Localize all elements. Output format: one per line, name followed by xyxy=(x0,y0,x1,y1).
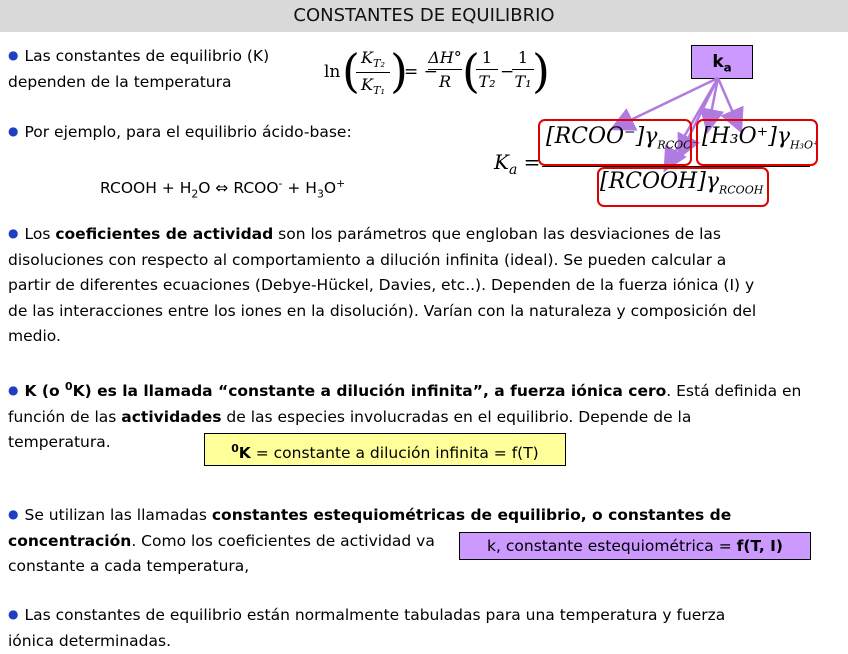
p3-line3: partir de diferentes ecuaciones (Debye-Hückel, Davies, etc..). Dependen de la fuerza iónica (I) y xyxy=(8,273,844,299)
highlight-h3o xyxy=(696,119,818,166)
paren-right: ) xyxy=(390,46,408,96)
reaction-sup2: + xyxy=(336,177,345,190)
p1-line2: dependen de la temperatura xyxy=(8,70,269,96)
p4-bold-sup: 0 xyxy=(65,380,73,393)
yellow-rest: = constante a dilución infinita = f(T) xyxy=(251,444,539,462)
p5-line2-rest: . Como los coeficientes de actividad va xyxy=(131,532,435,550)
reaction-sub1: 2 xyxy=(191,187,198,200)
highlight-rcooh xyxy=(597,167,769,207)
p5-bold1: constantes estequiométricas de equilibrio, o constantes de xyxy=(212,506,731,524)
p4-bold1: K (o xyxy=(24,382,65,400)
reaction-sub2: 3 xyxy=(317,187,324,200)
p5-pre: Se utilizan las llamadas xyxy=(24,506,211,524)
p2-text: Por ejemplo, para el equilibrio ácido-base: xyxy=(24,123,351,141)
reaction-part1: RCOOH + H xyxy=(100,179,191,197)
paren-left-2: ( xyxy=(462,46,480,96)
ka-num1-sub: RCOO⁻ xyxy=(657,138,698,151)
p3-line5: medio. xyxy=(8,324,844,350)
bullet-icon: ● xyxy=(8,507,18,521)
ka-lhs-k: K xyxy=(494,150,509,174)
p4-line3: temperatura. xyxy=(8,430,844,456)
k-numerator: K xyxy=(361,48,373,67)
p1-line1: Las constantes de equilibrio (K) xyxy=(24,47,269,65)
stoichiometric-box xyxy=(459,532,811,560)
p4-bold2: K) es la llamada “constante a dilución infinita”, a fuerza iónica cero xyxy=(73,382,667,400)
bullet-icon: ● xyxy=(8,607,18,621)
one-b: 1 xyxy=(512,48,534,67)
yellow-bold: K xyxy=(239,444,251,462)
ka-den-text: [RCOOH]γ xyxy=(600,169,719,194)
p5-line3: constante a cada temperatura, xyxy=(8,554,844,580)
t2-sub: T₂ xyxy=(373,57,385,70)
purple-pre: k, constante estequiométrica = xyxy=(487,537,737,555)
p6-line2: iónica determinadas. xyxy=(8,629,844,654)
one-a: 1 xyxy=(476,48,498,67)
p4-rest1: . Está definida en xyxy=(666,382,801,400)
purple-bold: f(T, I) xyxy=(737,537,783,555)
ka-lhs-sub: a xyxy=(509,162,517,178)
bullet-icon: ● xyxy=(8,124,18,138)
p4-line2-rest: de las especies involucradas en el equilibrio. Depende de la xyxy=(221,408,691,426)
paren-left: ( xyxy=(342,46,360,96)
reaction-part4: O xyxy=(324,179,336,197)
ka-k: k xyxy=(712,52,723,72)
minus-sign: − xyxy=(500,62,514,82)
p3-bold: coeficientes de actividad xyxy=(55,225,273,243)
ka-den-sub: RCOOH xyxy=(719,183,763,196)
equals-minus: = − xyxy=(404,62,438,82)
ka-num2-text: [H₃O⁺]γ xyxy=(702,124,790,149)
bullet-icon: ● xyxy=(8,383,18,397)
highlight-rcoo xyxy=(538,119,692,166)
slide-title: CONSTANTES DE EQUILIBRIO xyxy=(0,0,848,32)
paragraph-activity-coefficients xyxy=(8,221,844,350)
ka-lhs xyxy=(494,150,540,178)
infinite-dilution-box xyxy=(204,433,566,466)
ka-num1-text: [RCOO⁻]γ xyxy=(546,124,657,149)
paragraph-tabulated xyxy=(8,602,844,654)
t1-den: T₁ xyxy=(512,72,534,91)
paragraph-example xyxy=(8,119,352,146)
ka-sub: a xyxy=(724,60,732,74)
ka-equals: = xyxy=(524,150,541,174)
ln-symbol: ln xyxy=(324,62,340,82)
t2-den: T₂ xyxy=(476,72,498,91)
p3-pre: Los xyxy=(24,225,55,243)
p6-line1: Las constantes de equilibrio están normalmente tabuladas para una temperatura y fuerza xyxy=(24,606,725,624)
gas-constant: R xyxy=(428,72,462,91)
p3-line4: de las interacciones entre los iones en la disolución). Varían con la naturaleza y composición del xyxy=(8,299,844,325)
p5-bold2: concentración xyxy=(8,532,131,550)
p3-line1-rest: son los parámetros que engloban las desviaciones de las xyxy=(273,225,721,243)
bullet-icon: ● xyxy=(8,48,18,62)
yellow-sup: 0 xyxy=(231,442,239,455)
reaction-sup1: - xyxy=(279,177,283,190)
reaction-part3: + H xyxy=(282,179,317,197)
delta-h: ΔH° xyxy=(428,48,462,67)
paren-right-2: ) xyxy=(532,46,550,96)
t1-sub: T₁ xyxy=(373,84,385,97)
k-denominator: K xyxy=(361,75,373,94)
p4-line2-bold: actividades xyxy=(121,408,221,426)
p3-line2: disoluciones con respecto al comportamiento a dilución infinita (ideal). Se pueden calcular a xyxy=(8,248,844,274)
acid-base-reaction xyxy=(100,171,345,207)
p4-line2-pre: función de las xyxy=(8,408,121,426)
ka-num2-sub: H₃O⁺ xyxy=(790,138,819,151)
bullet-icon: ● xyxy=(8,226,18,240)
reaction-part2: O ⇔ RCOO xyxy=(198,179,278,197)
